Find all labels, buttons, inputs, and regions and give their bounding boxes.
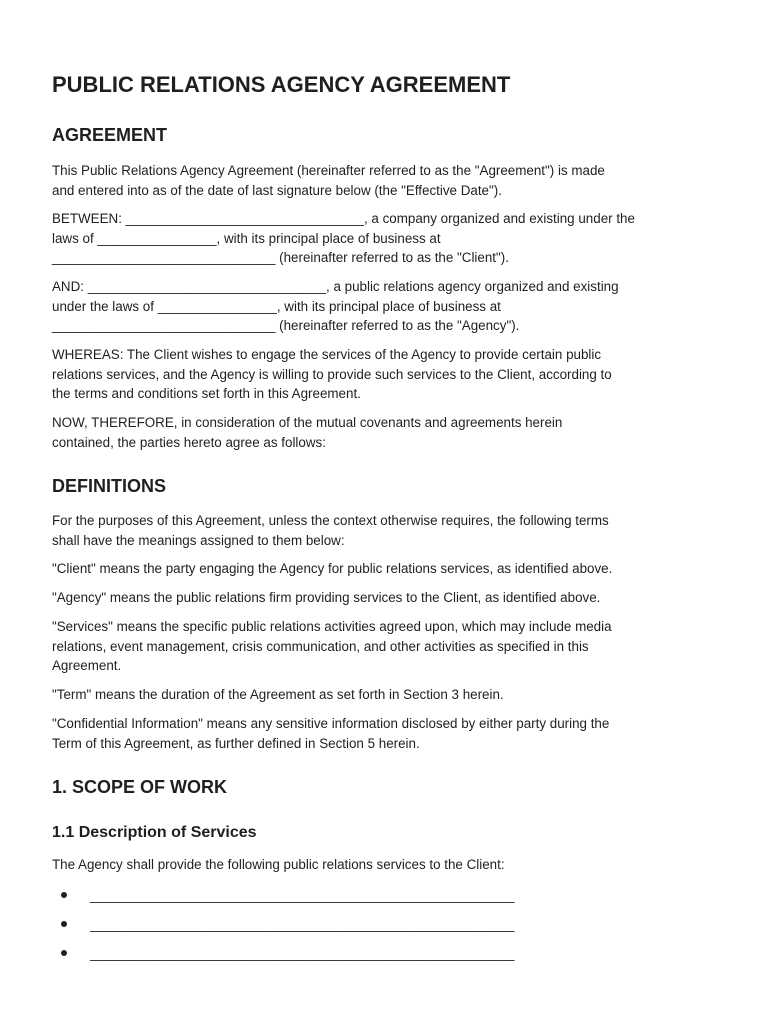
agreement-heading: AGREEMENT	[52, 125, 168, 145]
text-line: "Agency" means the public relations firm providing services to the Client, as identified above.	[52, 590, 601, 605]
bullet-icon	[61, 921, 67, 927]
description-of-services-heading: 1.1 Description of Services	[52, 824, 257, 841]
now-therefore-paragraph	[52, 413, 724, 452]
text-line: BETWEEN: ________________________________, a company organized and existing under the	[52, 211, 635, 226]
text-line: relations services, and the Agency is willing to provide such services to the Client, according to	[52, 366, 612, 382]
text-line: laws of ________________, with its principal place of business at	[52, 230, 441, 246]
bullet-icon	[61, 950, 67, 956]
services-intro-paragraph	[52, 855, 724, 875]
whereas-paragraph	[52, 345, 724, 404]
text-line: The Agency shall provide the following public relations services to the Client:	[52, 857, 505, 872]
text-line: Agreement.	[52, 658, 122, 673]
agreement-intro-paragraph	[52, 161, 724, 200]
blank-line: _________________________________________________________	[90, 917, 515, 932]
blank-line: _________________________________________________________	[90, 946, 515, 961]
text-line: relations, event management, crisis communication, and other activities as specified in this	[52, 638, 589, 654]
text-line: This Public Relations Agency Agreement (hereinafter referred to as the "Agreement") is made	[52, 163, 605, 178]
scope-of-work-heading: 1. SCOPE OF WORK	[52, 777, 228, 797]
definition-client	[52, 559, 724, 579]
text-line: shall have the meanings assigned to them below:	[52, 532, 345, 548]
text-line: Term of this Agreement, as further defined in Section 5 herein.	[52, 735, 420, 751]
text-line: ______________________________ (hereinafter referred to as the "Agency").	[52, 318, 520, 333]
definition-services	[52, 617, 724, 676]
definitions-heading: DEFINITIONS	[52, 476, 167, 496]
text-line: under the laws of ________________, with its principal place of business at	[52, 298, 501, 314]
text-line: For the purposes of this Agreement, unless the context otherwise requires, the following terms	[52, 513, 609, 528]
bullet-icon	[61, 892, 67, 898]
text-line: and entered into as of the date of last signature below (the "Effective Date").	[52, 182, 502, 198]
document-title: PUBLIC RELATIONS AGENCY AGREEMENT	[52, 72, 511, 97]
blank-line: _________________________________________________________	[90, 888, 515, 903]
text-line: "Services" means the specific public relations activities agreed upon, which may include media	[52, 619, 612, 634]
text-line: ______________________________ (hereinafter referred to as the "Client").	[52, 250, 509, 265]
text-line: "Term" means the duration of the Agreement as set forth in Section 3 herein.	[52, 687, 504, 702]
definition-agency	[52, 588, 724, 608]
text-line: contained, the parties hereto agree as follows:	[52, 434, 326, 450]
definitions-intro-paragraph	[52, 511, 724, 550]
text-line: "Client" means the party engaging the Agency for public relations services, as identified above.	[52, 561, 613, 576]
text-line: "Confidential Information" means any sensitive information disclosed by either party during the	[52, 716, 610, 731]
definition-confidential-information	[52, 714, 724, 753]
between-party-paragraph	[52, 209, 724, 268]
definition-term	[52, 685, 724, 705]
text-line: the terms and conditions set forth in this Agreement.	[52, 386, 361, 401]
and-party-paragraph	[52, 277, 724, 336]
text-line: NOW, THEREFORE, in consideration of the mutual covenants and agreements herein	[52, 415, 563, 430]
text-line: WHEREAS: The Client wishes to engage the services of the Agency to provide certain public	[52, 347, 602, 362]
text-line: AND: ________________________________, a public relations agency organized and existing	[52, 279, 619, 294]
